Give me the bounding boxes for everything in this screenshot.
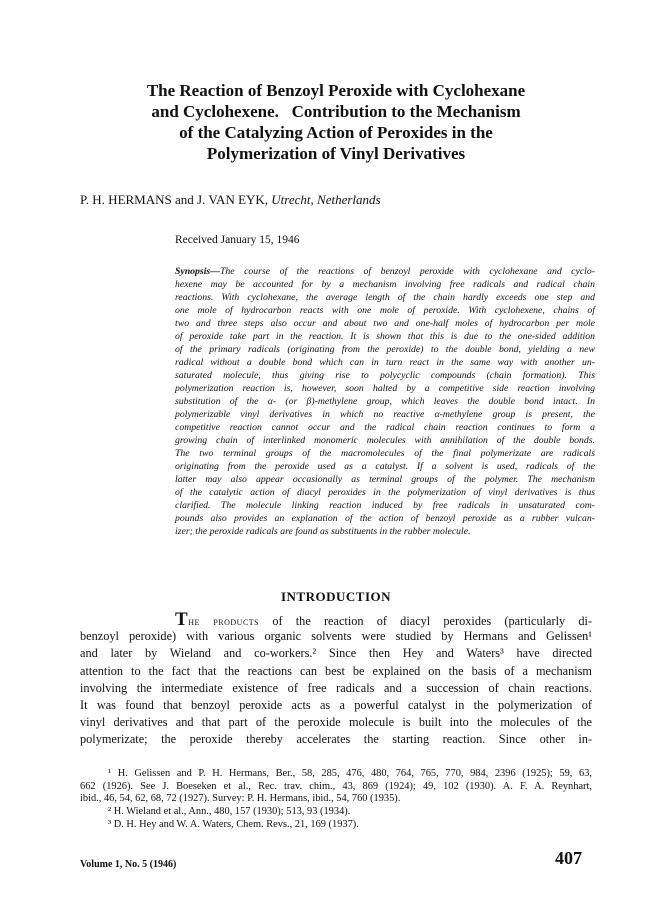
- drop-cap: T: [175, 609, 189, 630]
- synopsis-line: substitution of the α- (or β)-methylene group, which leaves the double bond intact. In: [175, 396, 595, 407]
- body-line: [80, 611, 592, 628]
- title-line: and Cyclohexene. Contribution to the Mechanism: [151, 102, 521, 121]
- footnote-line: 662 (1926). See J. Boeseken et al., Rec. trav. chim., 43, 869 (1924); 49, 102 (1930). A. F. A. Reynhart,: [80, 780, 592, 792]
- synopsis-line: of peroxide take part in the reaction. It is shown that this is due to the one-sided addition: [175, 331, 595, 342]
- synopsis-line: growing chain of interlinked monomeric molecules with annihilation of the double bonds.: [175, 435, 595, 446]
- synopsis-line: of the primary radicals (originating from the peroxide) to the double bond, yielding a new: [175, 344, 595, 355]
- body-line: attention to the fact that the reactions can best be explained on the basis of a mechanism: [80, 663, 592, 678]
- author-names: P. H. HERMANS and J. VAN EYK,: [80, 192, 269, 207]
- author-line: [80, 192, 600, 208]
- small-caps-lead: he products: [188, 616, 260, 628]
- footnote-line: ibid., 46, 54, 62, 68, 72 (1927). Survey: P. H. Hermans, ibid., 54, 760 (1935).: [80, 793, 401, 805]
- synopsis-lead: Synopsis—: [175, 266, 220, 277]
- synopsis: [175, 265, 595, 538]
- introduction-body: [80, 611, 592, 749]
- title-line: Polymerization of Vinyl Derivatives: [206, 144, 466, 163]
- body-line-text: of the reaction of diacyl peroxides (particularly di-: [259, 614, 593, 628]
- received-date: Received January 15, 1946: [175, 234, 300, 246]
- synopsis-line: two and three steps also occur and about two and one-half moles of hydrocarbon per mole: [175, 318, 595, 329]
- synopsis-line: originating from the peroxide used as a catalyst. If a solvent is used, radicals of the: [175, 461, 595, 472]
- footnote-line: ³ D. H. Hey and W. A. Waters, Chem. Revs., 21, 169 (1937).: [108, 818, 359, 830]
- synopsis-line: of the catalytic action of diacyl peroxides in the polymerization of vinyl derivatives is thus: [175, 487, 595, 498]
- article-title: [80, 80, 592, 164]
- synopsis-line: competitive reaction cannot occur and the radical chain reaction continues to form a: [175, 422, 595, 433]
- synopsis-line: izer; the peroxide radicals are found as substituents in the rubber molecule.: [175, 526, 471, 537]
- section-heading-introduction: INTRODUCTION: [280, 589, 391, 604]
- page-number: 407: [555, 848, 582, 868]
- footnote-line: ¹ H. Gelissen and P. H. Hermans, Ber., 58, 285, 476, 480, 764, 765, 770, 984, 2396 (1925); 59, 63,: [108, 768, 592, 779]
- body-line: benzoyl peroxide) with various organic solvents were studied by Hermans and Gelissen¹: [80, 629, 592, 644]
- synopsis-line: polymerization reaction is, however, soon halted by a competitive side reaction involving: [175, 383, 595, 394]
- synopsis-line: [175, 265, 595, 278]
- body-line: and later by Wieland and co-workers.² Since then Hey and Waters³ have directed: [80, 646, 592, 661]
- body-line: involving the intermediate existence of free radicals and a succession of chain reactions.: [80, 680, 592, 695]
- synopsis-line: hexene may be accounted for by a mechanism involving free radicals and radical chain: [175, 279, 595, 290]
- synopsis-line: polymerizable vinyl derivatives in which no reactive α-methylene group is present, the: [175, 409, 595, 420]
- synopsis-line: saturated molecule, thus giving rise to polycyclic compounds (chain formation). This: [175, 370, 595, 381]
- footnotes: [80, 768, 592, 831]
- body-line: polymerizate; the peroxide thereby accelerates the starting reaction. Since other in-: [80, 732, 592, 747]
- body-line: It was found that benzoyl peroxide acts as a powerful catalyst in the polymerization of: [80, 697, 592, 712]
- synopsis-line: The two terminal groups of the macromolecules of the final polymerizate are radicals: [175, 448, 595, 459]
- footnote-line: ² H. Wieland et al., Ann., 480, 157 (1930); 513, 93 (1934).: [108, 806, 351, 818]
- title-line: of the Catalyzing Action of Peroxides in the: [179, 123, 493, 142]
- author-affiliation: Utrecht, Netherlands: [271, 192, 381, 207]
- synopsis-line: one mole of hydrocarbon reacts with one mole of peroxide. With cyclohexene, chains of: [175, 305, 595, 316]
- body-line: vinyl derivatives and that part of the peroxide molecule is built into the molecules of the: [80, 715, 592, 730]
- synopsis-line: pounds also provides an explanation of the action of benzoyl peroxide as a rubber vulcan-: [175, 513, 595, 524]
- synopsis-line: reactions. With cyclohexane, the average length of the chain hardly exceeds one step and: [175, 292, 595, 303]
- synopsis-line: latter may also appear occasionally as terminal groups of the polymer. The mechanism: [175, 474, 595, 485]
- synopsis-line-text: The course of the reactions of benzoyl peroxide with cyclohexane and cyclo-: [219, 266, 595, 277]
- synopsis-line: radical without a double bond which can in turn react in the same way with another un-: [175, 357, 595, 368]
- title-line: The Reaction of Benzoyl Peroxide with Cyclohexane: [146, 81, 526, 100]
- synopsis-line: clarified. The molecule linking reaction induced by free radicals in unsaturated com-: [175, 500, 595, 511]
- journal-volume-footer: Volume 1, No. 5 (1946): [80, 859, 177, 870]
